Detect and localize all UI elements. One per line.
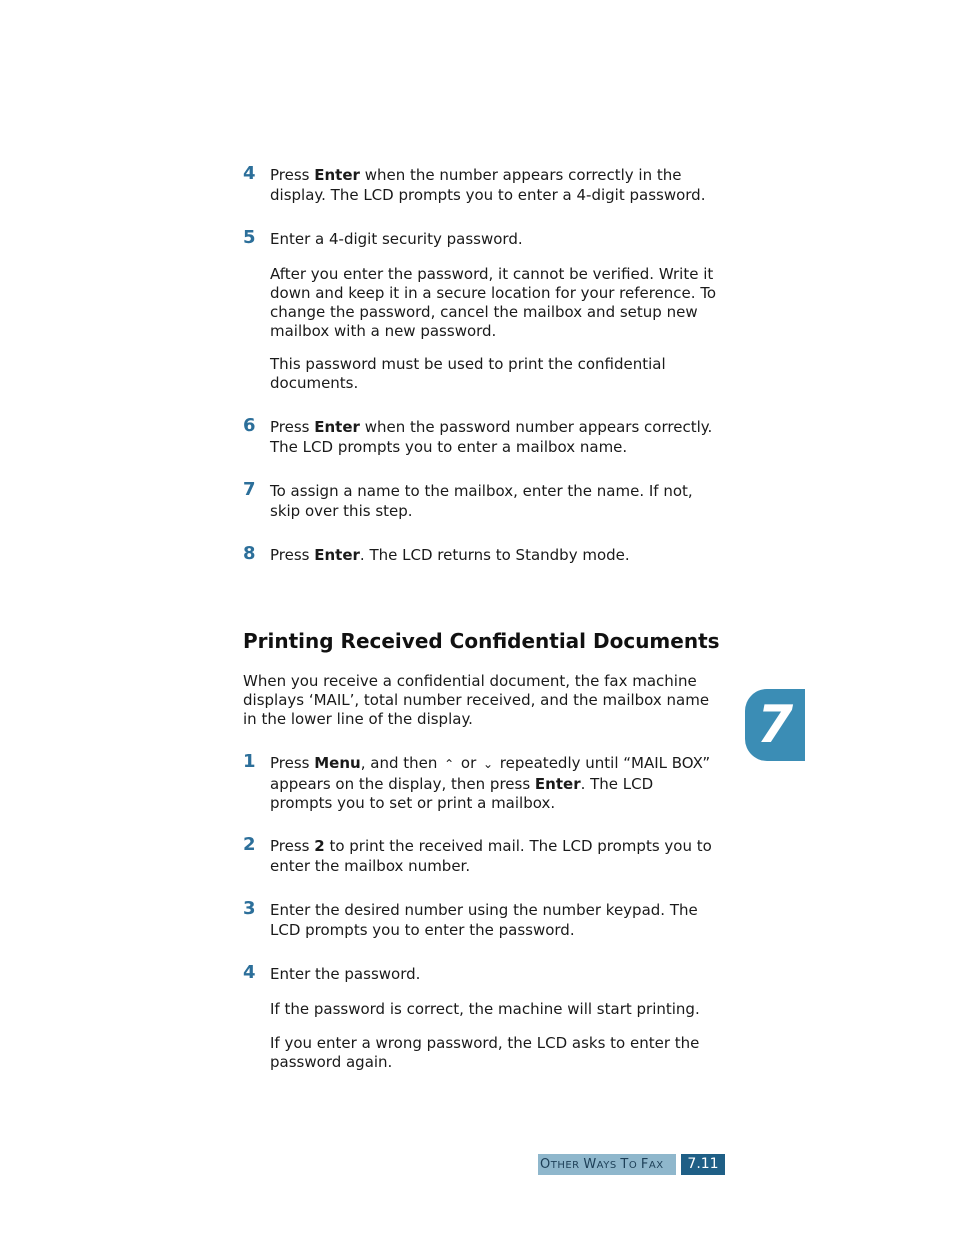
step-2 [243,834,723,876]
step-note: If you enter a wrong password, the LCD asks to enter the password again. [270,1034,700,1071]
step-1 [243,751,723,814]
step-text: Press 2 to print the received mail. The LCD prompts you to enter the mailbox number. [270,837,712,875]
step-text: Press Enter when the number appears correctly in the display. The LCD prompts you to enter a 4-digit password. [270,166,706,204]
step-text: Press Enter when the password number appears correctly. The LCD prompts you to enter a mailbox name. [270,418,713,456]
step-text: Enter the desired number using the number keypad. The LCD prompts you to enter the password. [270,901,698,939]
step-text: Press Menu, and then ⌃ or ⌄ repeatedly until “MAIL BOX” appears on the display, then press Enter. The LCD prompts you to set or print a mailbox. [270,754,711,812]
step-number: 3 [243,898,256,919]
step-4-print [243,962,723,985]
footer-chapter-title: OTHER WAYS TO FAX [538,1154,676,1175]
step-number: 1 [243,751,256,772]
step-5 [243,227,723,250]
step-text: To assign a name to the mailbox, enter the name. If not, skip over this step. [270,482,693,520]
chapter-tab [745,689,805,761]
step-number: 4 [243,962,256,983]
step-note: After you enter the password, it cannot be verified. Write it down and keep it in a secure location for your reference. To change the password, cancel the mailbox and setup new mailbox with a new password. [270,265,717,340]
step-text: Enter a 4-digit security password. [270,230,523,248]
step-4 [243,163,723,205]
section-intro: When you receive a confidential document, the fax machine displays ‘MAIL’, total number received, and the mailbox name in the lower line of the display. [243,672,710,728]
step-7 [243,479,723,521]
step-number: 4 [243,163,256,184]
page-number: 7.11 [681,1154,725,1175]
step-8 [243,543,723,566]
step-number: 5 [243,227,256,248]
up-arrow-icon: ⌃ [444,757,455,771]
step-number: 6 [243,415,256,436]
step-number: 2 [243,834,256,855]
chapter-number: 7 [757,695,794,755]
section-heading: Printing Received Confidential Documents [243,629,720,653]
step-number: 7 [243,479,256,500]
step-3 [243,898,723,940]
step-note: If the password is correct, the machine will start printing. [270,1000,700,1018]
down-arrow-icon: ⌄ [483,757,494,771]
step-6 [243,415,723,457]
step-text: Press Enter. The LCD returns to Standby mode. [270,546,630,564]
step-number: 8 [243,543,256,564]
step-note: This password must be used to print the confidential documents. [270,355,666,392]
step-text: Enter the password. [270,965,421,983]
